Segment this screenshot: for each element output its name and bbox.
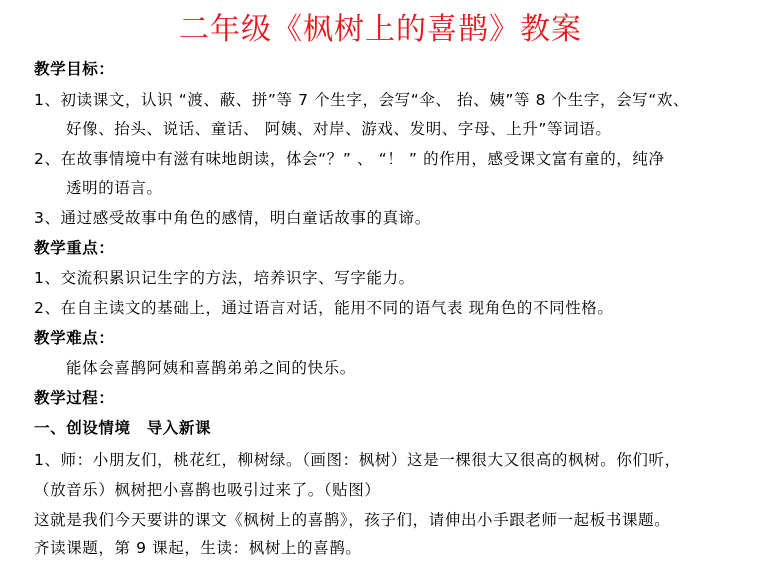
heading-difficult-points: 教学难点： — [34, 329, 115, 347]
difficult-point: 能体会喜鹊阿姨和喜鹊弟弟之间的快乐。 — [66, 359, 356, 377]
process-line-2: （放音乐）枫树把小喜鹊也吸引过来了。（贴图） — [34, 481, 381, 499]
goal-1-line-2: 好像、抬头、说话、童话、 阿姨、对岸、游戏、发明、字母、上升”等词语。 — [66, 120, 612, 138]
process-line-4: 齐读课题，第 9 课起，生读：枫树上的喜鹊。 — [34, 539, 362, 557]
heading-key-points: 教学重点： — [34, 239, 115, 257]
heading-teaching-process: 教学过程： — [34, 389, 115, 407]
key-point-2: 2、在自主读文的基础上，通过语言对话，能用不同的语气表 现角色的不同性格。 — [34, 299, 614, 317]
process-line-1: 1、师：小朋友们，桃花红，柳树绿。（画图：枫树）这是一棵很大又很高的枫树。你们听， — [34, 451, 681, 469]
section-1-heading: 一、创设情境 导入新课 — [34, 419, 212, 437]
goal-2-line-2: 透明的语言。 — [66, 179, 163, 197]
goal-3: 3、通过感受故事中角色的感情，明白童话故事的真谛。 — [34, 209, 431, 227]
goal-2-line-1: 2、在故事情境中有滋有味地朗读，体会“？” 、 “！ ” 的作用，感受课文富有童的，纯净 — [34, 150, 665, 168]
goal-1-line-1: 1、初读课文，认识 “渡、蔽、拼”等 7 个生字，会写“伞、 抬、姨”等 8 个生字，会写“欢、 — [34, 91, 690, 109]
document-title: 二年级《枫树上的喜鹊》教案 — [179, 12, 582, 47]
key-point-1: 1、交流积累识记生字的方法，培养识字、写字能力。 — [34, 269, 415, 287]
heading-teaching-goals: 教学目标： — [34, 60, 115, 78]
process-line-3: 这就是我们今天要讲的课文《枫树上的喜鹊》，孩子们，请伸出小手跟老师一起板书课题。 — [34, 511, 671, 529]
